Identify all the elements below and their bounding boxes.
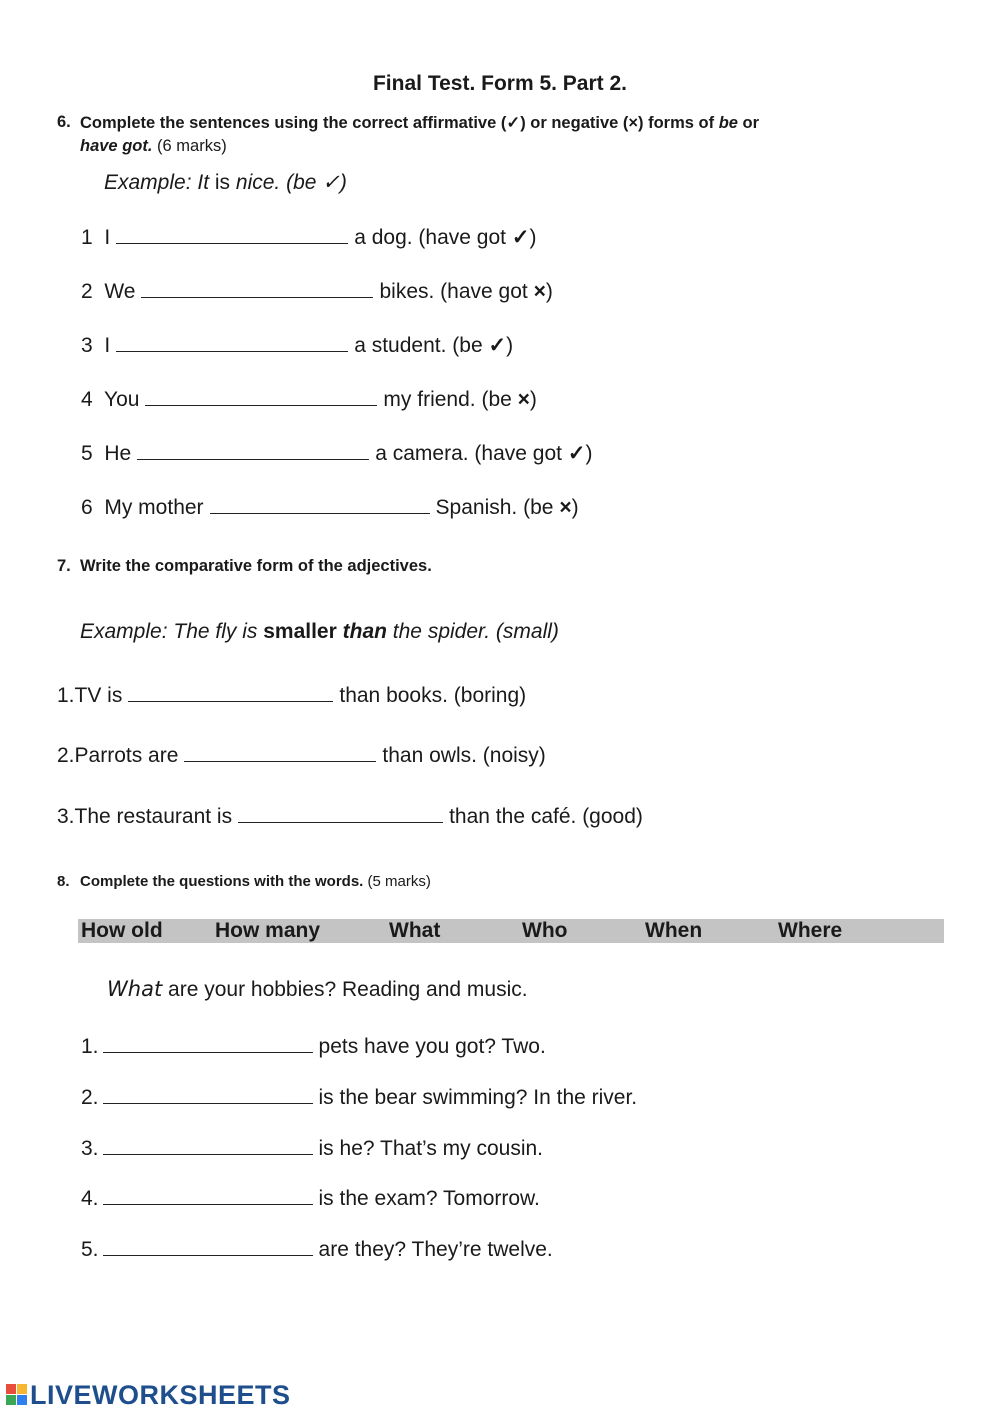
answer-blank[interactable] (210, 493, 430, 514)
word-bank (78, 919, 944, 943)
s8-item-3: 3. is he? That’s my cousin. (81, 1134, 543, 1161)
section6-number: 6. (57, 113, 71, 131)
section6-instruction: Complete the sentences using the correct affirmative (✓) or negative (×) forms of be or (80, 114, 760, 132)
answer-blank[interactable] (103, 1032, 313, 1053)
answer-blank[interactable] (116, 331, 348, 352)
answer-blank[interactable] (137, 439, 369, 460)
liveworksheets-logo[interactable]: LIVEWORKSHEETS (6, 1380, 291, 1411)
section7-example: Example: The fly is smaller than the spider. (small) (80, 620, 559, 643)
answer-blank[interactable] (103, 1235, 313, 1256)
s7-item-3: 3.The restaurant is than the café. (good) (57, 802, 643, 829)
s8-item-2: 2. is the bear swimming? In the river. (81, 1083, 637, 1110)
answer-blank[interactable] (103, 1184, 313, 1205)
word-bank-item: Where (778, 919, 843, 942)
section8-number: 8. (57, 873, 70, 890)
liveworksheets-icon (6, 1384, 28, 1406)
word-bank-item: What (389, 919, 441, 942)
answer-blank[interactable] (184, 741, 376, 762)
s6-item-2: 2 We bikes. (have got ×) (81, 277, 553, 304)
answer-blank[interactable] (145, 385, 377, 406)
section7-number: 7. (57, 557, 71, 575)
section8-example: What are your hobbies? Reading and music. (107, 977, 528, 1001)
word-bank-item: How old (81, 919, 163, 942)
s7-item-2: 2.Parrots are than owls. (noisy) (57, 741, 546, 768)
s7-item-1: 1.TV is than books. (boring) (57, 681, 526, 708)
answer-blank[interactable] (103, 1083, 313, 1104)
word-bank-item: When (645, 919, 703, 942)
answer-blank[interactable] (141, 277, 373, 298)
word-bank-item: Who (522, 919, 568, 942)
section7-instruction: Write the comparative form of the adjectives. (80, 557, 432, 575)
s6-item-1: 1 I a dog. (have got ✓) (81, 223, 536, 250)
s6-item-5: 5 He a camera. (have got ✓) (81, 439, 592, 466)
s6-item-6: 6 My mother Spanish. (be ×) (81, 493, 579, 520)
s8-item-4: 4. is the exam? Tomorrow. (81, 1184, 540, 1211)
s8-item-1: 1. pets have you got? Two. (81, 1032, 546, 1059)
s6-item-4: 4 You my friend. (be ×) (81, 385, 537, 412)
answer-blank[interactable] (238, 802, 443, 823)
answer-blank[interactable] (128, 681, 333, 702)
s6-item-3: 3 I a student. (be ✓) (81, 331, 513, 358)
section8-instruction: Complete the questions with the words. (5 marks) (80, 873, 431, 890)
answer-blank[interactable] (103, 1134, 313, 1155)
s8-item-5: 5. are they? They’re twelve. (81, 1235, 553, 1262)
section6-example: Example: It is nice. (be ✓) (104, 171, 347, 194)
page-title: Final Test. Form 5. Part 2. (372, 72, 627, 95)
word-bank-item: How many (215, 919, 321, 942)
section6-instruction-cont: have got. (6 marks) (80, 137, 227, 155)
answer-blank[interactable] (116, 223, 348, 244)
